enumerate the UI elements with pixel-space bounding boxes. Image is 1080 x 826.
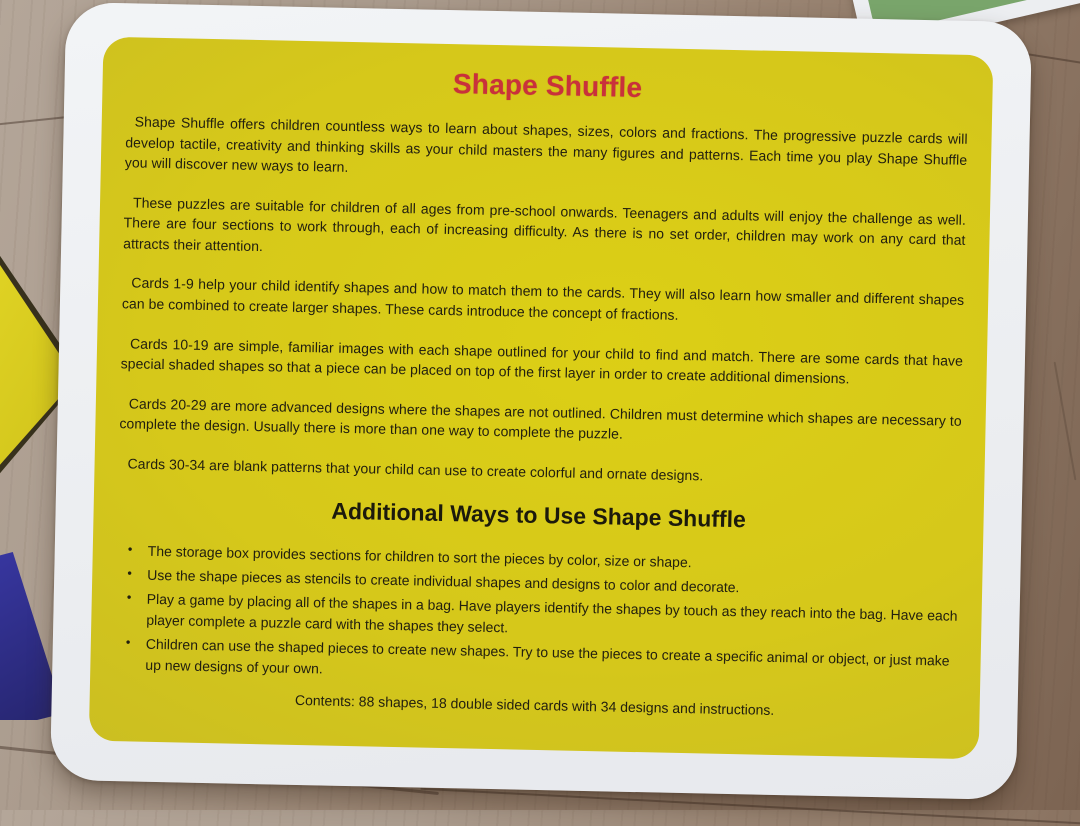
list-item-text: The storage box provides sections for children to sort the pieces by color, size or shape. <box>147 542 692 570</box>
bullet-icon: • <box>126 588 132 604</box>
intro-paragraph: Shape Shuffle offers children countless ways to learn about shapes, sizes, colors and fractions. The progressive puzzle cards will develop tactile, creativity and thinking skills as your child masters the many figures and patterns. Each time you play Shape Shuffle you will discover new ways to learn. <box>124 113 968 176</box>
cards-20-29-paragraph: Cards 20-29 are more advanced designs where the shapes are not outlined. Children must determine which shapes are necessary to complete the design. Usually there is more than one way to complete the puzzle. <box>119 395 962 443</box>
list-item-text: Children can use the shaped pieces to create new shapes. Try to use the pieces to create a specific animal or object, or just make up new designs of your own. <box>145 635 950 677</box>
additional-ways-list <box>114 540 959 693</box>
instruction-card <box>50 2 1032 800</box>
cards-30-34-paragraph: Cards 30-34 are blank patterns that your child can use to create colorful and ornate designs. <box>127 455 704 484</box>
instruction-card-content <box>89 37 994 759</box>
cards-1-9-paragraph: Cards 1-9 help your child identify shapes and how to match them to the cards. They will also learn how smaller and different shapes can be combined to create larger shapes. These cards introduce the concept of fractions. <box>121 274 965 323</box>
instruction-card-face <box>89 37 994 759</box>
bullet-icon: • <box>127 540 133 556</box>
bullet-icon: • <box>125 633 131 649</box>
contents-summary: Contents: 88 shapes, 18 double sided cards with 34 designs and instructions. <box>294 691 775 718</box>
wood-seam <box>0 116 70 126</box>
section-heading: Additional Ways to Use Shape Shuffle <box>331 497 747 532</box>
suitability-paragraph: These puzzles are suitable for children of all ages from pre-school onwards. Teenagers and adults will enjoy the challenge as well. There are four sections to work through, each of increasing difficulty. As there is no set order, children may work on any card that attracts their attention. <box>123 194 967 255</box>
list-item-text: Use the shape pieces as stencils to create individual shapes and designs to color and decorate. <box>147 566 740 595</box>
wood-seam <box>1054 362 1077 481</box>
list-item-text: Play a game by placing all of the shapes in a bag. Have players identify the shapes by touch as they reach into the bag. Have each player complete a puzzle card with the shapes they select. <box>146 590 958 635</box>
bullet-icon: • <box>127 564 133 580</box>
card-title: Shape Shuffle <box>452 68 643 104</box>
cards-10-19-paragraph: Cards 10-19 are simple, familiar images with each shape outlined for your child to find and match. There are some cards that have special shaded shapes so that a piece can be placed on top of the first layer in order to create additional dimensions. <box>120 335 964 387</box>
